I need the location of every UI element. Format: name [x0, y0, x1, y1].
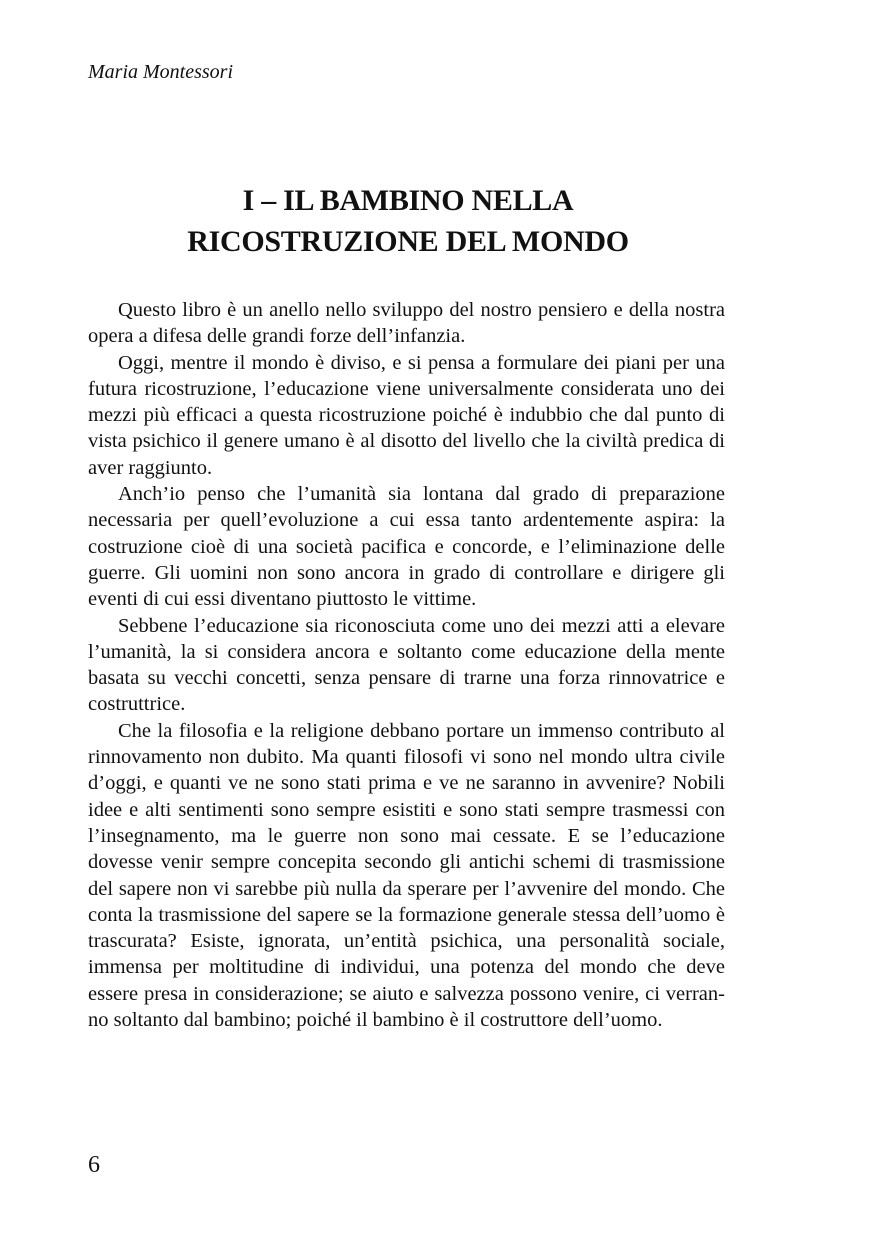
body-text: [88, 297, 725, 1033]
chapter-title-line-1: I – IL BAMBINO NELLA: [242, 184, 574, 217]
running-head-author: Maria Montessori: [88, 61, 233, 83]
paragraph-1: Questo libro è un anello nello sviluppo del nostro pensiero e della nostra opera a difesa delle grandi forze dell’infanzia.: [88, 299, 725, 348]
paragraph-3: Anch’io penso che l’umanità sia lontana dal grado di preparazione necessaria per quell’evoluzione a cui essa tanto ardentemente aspira: la costruzione cioè di una società pacifica e concorde, e l’eliminazione delle guerre. Gli uomini non sono ancora in grado di controllare e dirigere gli eventi di cui essi diventano piuttosto le vittime.: [88, 483, 725, 611]
paragraph-2: Oggi, mentre il mondo è diviso, e si pensa a formulare dei piani per una futura ricostruzione, l’educazione viene universalmente considerata uno dei mezzi più efficaci a questa ricostruzione poiché è indubbio che dal punto di vista psichico il genere umano è al disotto del livello che la civiltà predica di aver raggiunto.: [88, 351, 725, 479]
page-number: 6: [88, 1152, 100, 1178]
chapter-title: [88, 180, 728, 262]
paragraph-5: Che la filosofia e la religione debbano portare un immenso contributo al rinnovamento non dubito. Ma quanti filosofi vi sono nel mondo ultra civile d’oggi, e quanti ve ne sono stati prima e ve ne saranno in avvenire? Nobili idee e alti sentimenti sono sempre esistiti e sono stati sempre trasmessi con l’insegnamento, ma le guerre non sono mai cessate. E se l’educazione dovesse venir sempre concepita secondo gli antichi schemi di trasmissione del sapere non vi sarebbe più nulla da sperare per l’avvenire del mondo. Che conta la trasmissione del sapere se la formazione generale stessa dell’uomo è trascurata? Esiste, ignorata, un’entità psichica, una personalità sociale, immensa per moltitudine di individui, una potenza del mondo che deve essere presa in considerazione; se aiuto e salvezza possono venire, ci verranno soltanto dal bambino; poiché il bambino è il costruttore dell’uomo.: [88, 719, 725, 1032]
chapter-title-line-2: RICOSTRUZIONE DEL MONDO: [187, 225, 629, 258]
paragraph-4: Sebbene l’educazione sia riconosciuta come uno dei mezzi atti a elevare l’umanità, la si considera ancora e soltanto come educazione della mente basata su vecchi concetti, senza pensare di trarne una forza rinnovatrice e costruttrice.: [88, 614, 725, 716]
